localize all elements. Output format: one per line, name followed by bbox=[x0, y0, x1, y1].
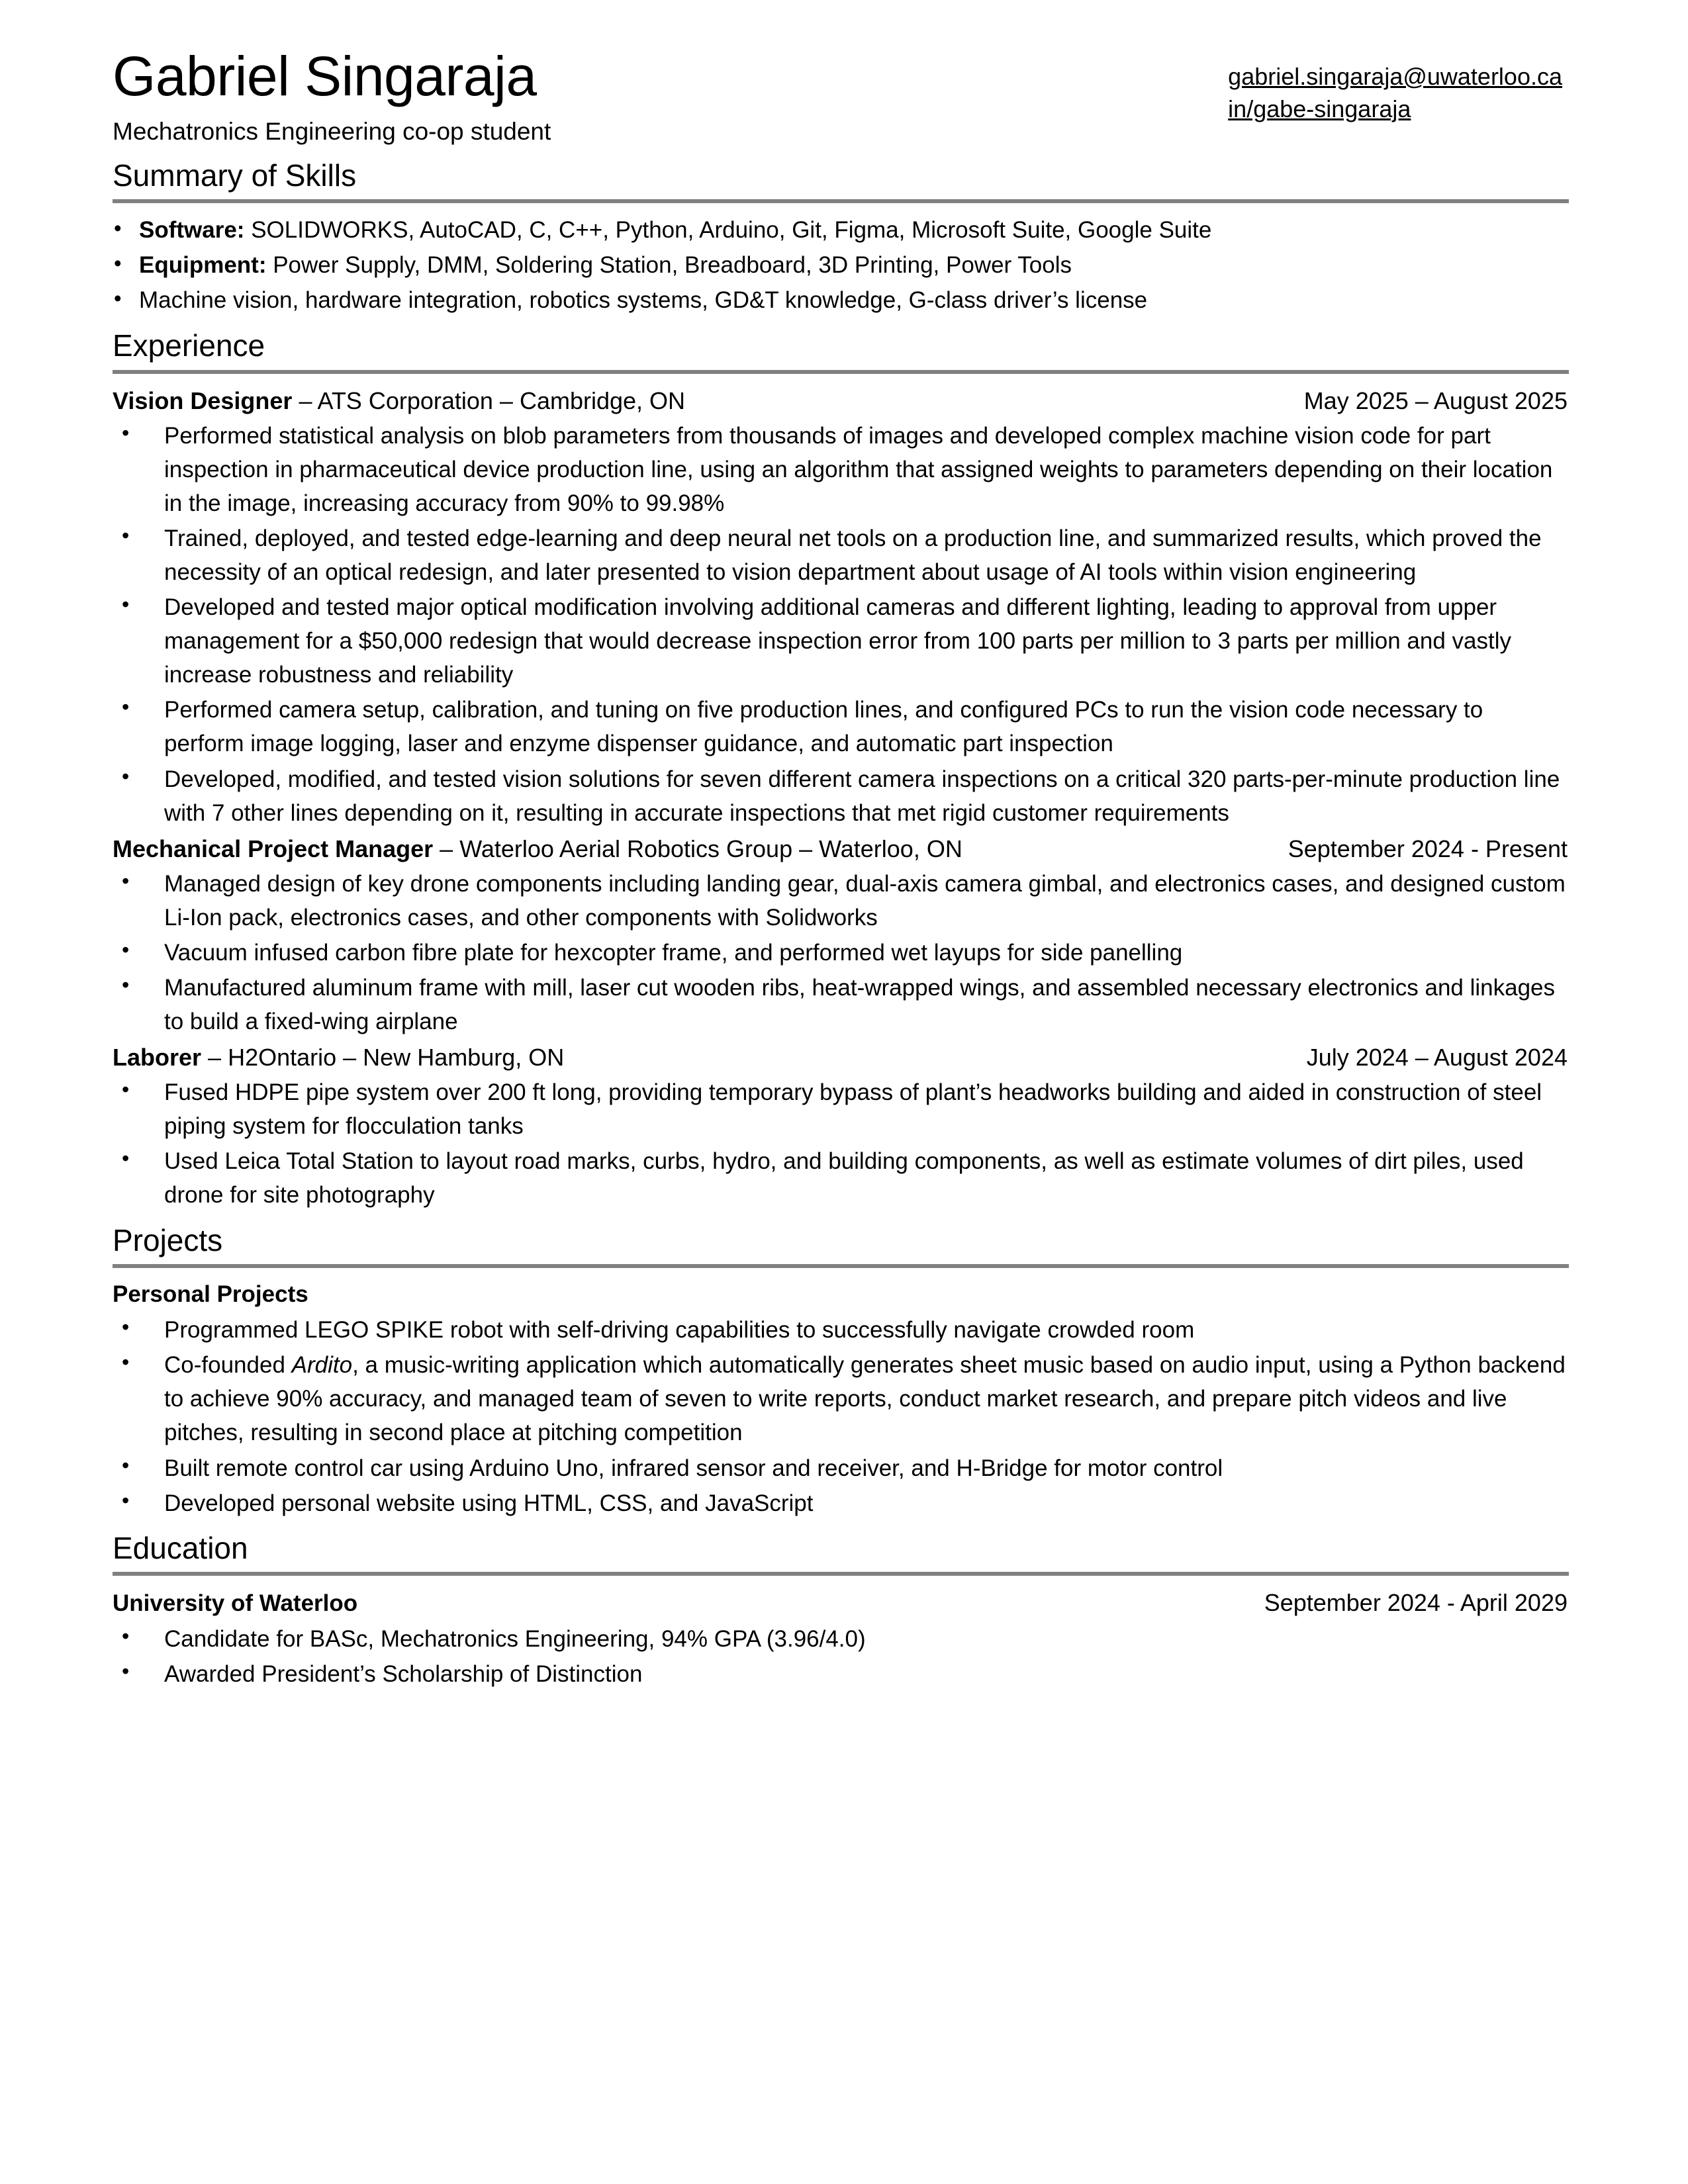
bullet-text: Built remote control car using Arduino Uno, infrared sensor and receiver, and H-Bridge for motor control bbox=[164, 1455, 1223, 1481]
header-contact bbox=[1228, 46, 1569, 125]
bullet-text: Developed personal website using HTML, CSS, and JavaScript bbox=[164, 1490, 814, 1516]
section-divider-education bbox=[113, 1572, 1569, 1576]
bullet-item bbox=[113, 936, 1569, 970]
experience-entry-header bbox=[113, 1040, 1569, 1075]
bullet-item bbox=[113, 1144, 1569, 1212]
skills-item bbox=[113, 283, 1569, 318]
section-projects bbox=[113, 1216, 1569, 1520]
bullet-item bbox=[113, 1622, 1569, 1656]
experience-entry-header bbox=[113, 383, 1569, 419]
bullet-text: Fused HDPE pipe system over 200 ft long, providing temporary bypass of plant’s headworks building and aided in construction of steel piping system for flocculation tanks bbox=[164, 1079, 1542, 1140]
experience-dates: July 2024 – August 2024 bbox=[1306, 1044, 1568, 1071]
skills-item-text: Power Supply, DMM, Soldering Station, Breadboard, 3D Printing, Power Tools bbox=[266, 252, 1072, 279]
candidate-tagline: Mechatronics Engineering co-op student bbox=[113, 117, 551, 145]
bullet-item bbox=[113, 1348, 1569, 1449]
skills-item bbox=[113, 212, 1569, 248]
experience-entry bbox=[113, 383, 1569, 830]
bullet-text-cont: , a music-writing application which automatically generates sheet music based on audio input, using a Python backend to achieve 90% accuracy, and managed team of seven to write reports, conduct market research, and prepare pitch videos and live pitches, resulting in second place at pitching competition bbox=[164, 1352, 1566, 1446]
candidate-name: Gabriel Singaraja bbox=[113, 45, 537, 107]
section-experience bbox=[113, 322, 1569, 1212]
bullet-text: Awarded President’s Scholarship of Distinction bbox=[164, 1661, 643, 1688]
bullet-text: Developed, modified, and tested vision solutions for seven different camera inspections on a critical 320 parts-per-minute production line with 7 other lines depending on it, resulting in accurate inspections that met rigid customer requirements bbox=[164, 766, 1560, 826]
bullet-item bbox=[113, 762, 1569, 830]
skills-item-text: Machine vision, hardware integration, robotics systems, GD&T knowledge, G-class driver’s license bbox=[139, 287, 1148, 314]
bullet-emphasis: Ardito bbox=[291, 1352, 353, 1379]
bullet-text: Trained, deployed, and tested edge-learning and deep neural net tools on a production line, and summarized results, which proved the necessity of an optical redesign, and later presented to vision department about usage of AI tools within vision engineering bbox=[164, 525, 1542, 585]
bullet-text: Co-founded bbox=[164, 1352, 292, 1379]
contact-linkedin-line bbox=[1228, 93, 1562, 126]
bullet-text: Manufactured aluminum frame with mill, laser cut wooden ribs, heat-wrapped wings, and assembled necessary electronics and linkages to build a fixed-wing airplane bbox=[164, 975, 1556, 1035]
section-skills bbox=[113, 152, 1569, 318]
section-education bbox=[113, 1524, 1569, 1692]
experience-entry-title bbox=[113, 831, 962, 867]
skills-item bbox=[113, 248, 1569, 283]
bullet-item bbox=[113, 693, 1569, 760]
education-bullets bbox=[113, 1622, 1569, 1691]
experience-role: Mechanical Project Manager bbox=[113, 835, 434, 862]
skills-item-label: Equipment: bbox=[139, 252, 267, 279]
experience-bullets bbox=[113, 419, 1569, 830]
resume-header bbox=[113, 46, 1569, 148]
bullet-item bbox=[113, 590, 1569, 692]
bullet-text: Vacuum infused carbon fibre plate for hexcopter frame, and performed wet layups for side panelling bbox=[164, 939, 1183, 966]
section-divider-projects bbox=[113, 1264, 1569, 1268]
projects-subheading: Personal Projects bbox=[113, 1281, 308, 1307]
bullet-item bbox=[113, 867, 1569, 934]
experience-dates: May 2025 – August 2025 bbox=[1303, 387, 1568, 414]
bullet-item bbox=[113, 1486, 1569, 1520]
experience-entry-title bbox=[113, 1040, 564, 1075]
email-link[interactable]: gabriel.singaraja@uwaterloo.ca bbox=[1228, 63, 1562, 90]
bullet-item bbox=[113, 1313, 1569, 1347]
experience-meta: – ATS Corporation – Cambridge, ON bbox=[292, 387, 686, 414]
education-entry-header bbox=[113, 1585, 1569, 1623]
experience-dates: September 2024 - Present bbox=[1288, 835, 1568, 862]
bullet-text: Candidate for BASc, Mechatronics Engineering, 94% GPA (3.96/4.0) bbox=[164, 1626, 866, 1653]
contact-email-line bbox=[1228, 61, 1562, 93]
skills-item-text: SOLIDWORKS, AutoCAD, C, C++, Python, Arduino, Git, Figma, Microsoft Suite, Google Suite bbox=[244, 216, 1212, 243]
bullet-item bbox=[113, 1451, 1569, 1485]
bullet-item bbox=[113, 1075, 1569, 1143]
experience-entry-title bbox=[113, 383, 685, 419]
experience-entry bbox=[113, 831, 1569, 1038]
education-school: University of Waterloo bbox=[113, 1590, 358, 1616]
experience-bullets bbox=[113, 1075, 1569, 1212]
experience-meta: – H2Ontario – New Hamburg, ON bbox=[201, 1044, 565, 1071]
linkedin-link[interactable]: in/gabe-singaraja bbox=[1228, 95, 1411, 122]
section-divider-skills bbox=[113, 199, 1569, 203]
header-identity bbox=[113, 46, 551, 148]
experience-entry bbox=[113, 1040, 1569, 1212]
experience-entry-header bbox=[113, 831, 1569, 867]
experience-bullets bbox=[113, 867, 1569, 1038]
projects-bullets bbox=[113, 1313, 1569, 1520]
bullet-item bbox=[113, 419, 1569, 520]
section-title-education: Education bbox=[113, 1530, 248, 1565]
education-dates: September 2024 - April 2029 bbox=[1264, 1588, 1568, 1616]
experience-role: Laborer bbox=[113, 1044, 202, 1071]
bullet-item bbox=[113, 971, 1569, 1038]
section-title-projects: Projects bbox=[113, 1222, 223, 1257]
bullet-text: Used Leica Total Station to layout road marks, curbs, hydro, and building components, as well as estimate volumes of dirt piles, used drone for site photography bbox=[164, 1148, 1524, 1208]
bullet-text: Performed camera setup, calibration, and tuning on five production lines, and configured PCs to run the vision code necessary to perform image logging, laser and enzyme dispenser guidance, and automatic part inspection bbox=[164, 697, 1483, 757]
experience-role: Vision Designer bbox=[113, 387, 293, 414]
bullet-text: Developed and tested major optical modification involving additional cameras and different lighting, leading to approval from upper management for a $50,000 redesign that would decrease inspection error from 100 parts per million to 3 parts per million and vastly increase robustness and reliability bbox=[164, 594, 1511, 688]
experience-meta: – Waterloo Aerial Robotics Group – Waterloo, ON bbox=[433, 835, 962, 862]
skills-list bbox=[113, 212, 1569, 318]
bullet-text: Managed design of key drone components including landing gear, dual-axis camera gimbal, and electronics cases, and designed custom Li-Ion pack, electronics cases, and other components with Solidworks bbox=[164, 870, 1566, 931]
section-divider-experience bbox=[113, 370, 1569, 374]
bullet-text: Programmed LEGO SPIKE robot with self-driving capabilities to successfully navigate crowded room bbox=[164, 1317, 1195, 1343]
skills-item-label: Software: bbox=[139, 216, 245, 243]
bullet-text: Performed statistical analysis on blob parameters from thousands of images and developed complex machine vision code for part inspection in pharmaceutical device production line, using an algorithm that assigned weights to parameters depending on their location in the image, increasing accuracy from 90% to 99.98% bbox=[164, 422, 1553, 516]
bullet-item bbox=[113, 522, 1569, 589]
bullet-item bbox=[113, 1657, 1569, 1691]
section-title-experience: Experience bbox=[113, 328, 265, 363]
section-title-skills: Summary of Skills bbox=[113, 158, 357, 193]
